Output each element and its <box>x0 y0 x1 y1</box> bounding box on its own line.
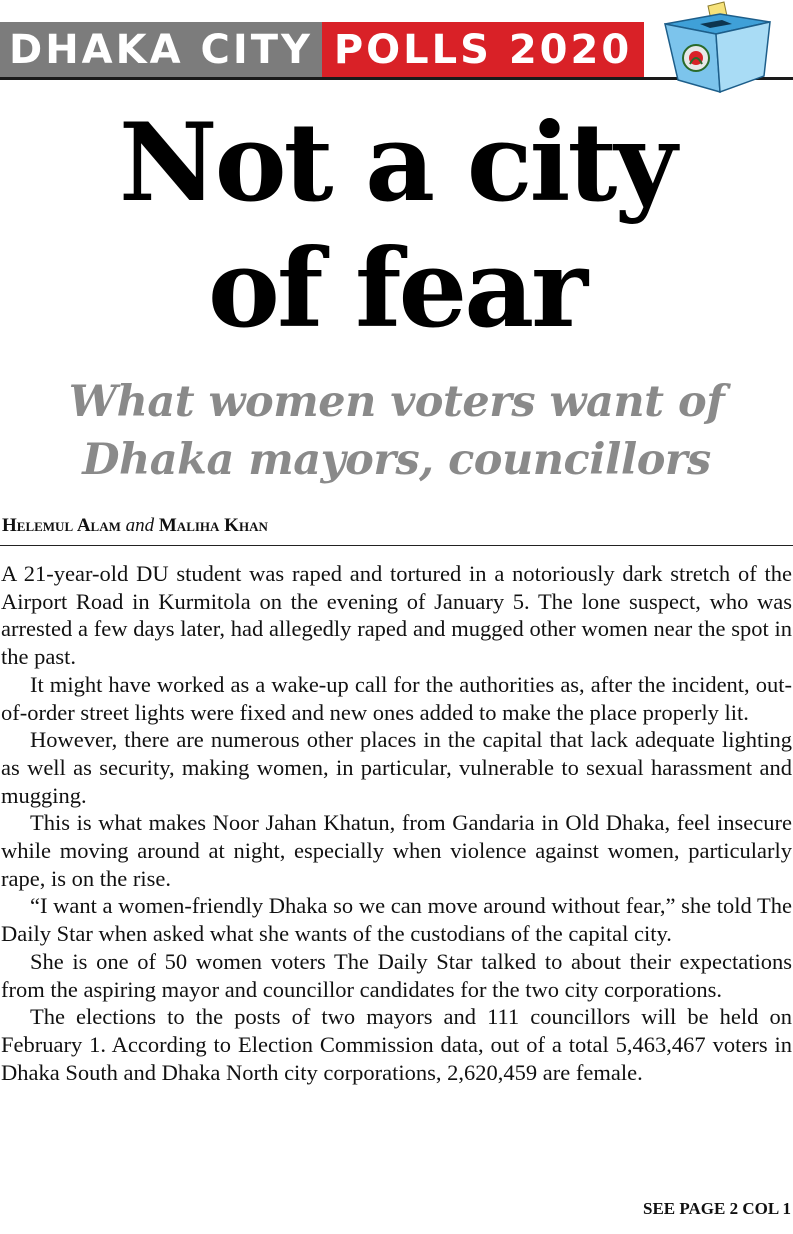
article-paragraph: However, there are numerous other places in the capital that lack adequate lighting as well as security, making women, in particular, vulnerable to sexual harassment and mugging. <box>1 727 792 808</box>
article-paragraph: A 21-year-old DU student was raped and tortured in a notoriously dark stretch of the Airport Road in Kurmitola on the evening of January 5. The lone suspect, who was arrested a few days later, had allegedly raped and mugged other women near the spot in the past. <box>1 561 792 670</box>
article-paragraph: The elections to the posts of two mayors and 111 councillors will be held on February 1. According to Election Commission data, out of a total 5,463,467 voters in Dhaka South and Dhaka North city corporations, 2,620,459 are female. <box>1 1004 792 1085</box>
subheadline-line-2: Dhaka mayors, councillors <box>82 435 711 485</box>
section-label-dhaka-city: DHAKA CITY <box>0 22 322 78</box>
headline-line-2: of fear <box>207 226 586 352</box>
byline-conjunction: and <box>125 515 155 536</box>
article-paragraph: “I want a women-friendly Dhaka so we can move around without fear,” she told The Daily Star when asked what she wants of the custodians of the capital city. <box>1 893 792 947</box>
article-body <box>1 560 792 1086</box>
byline-author-1: Helemul Alam <box>2 515 121 536</box>
ballot-box-icon <box>660 0 775 96</box>
section-label-polls-2020: POLLS 2020 <box>322 22 644 78</box>
headline <box>0 100 793 352</box>
headline-line-1: Not a city <box>118 100 675 226</box>
byline-rule <box>0 545 793 546</box>
subheadline <box>0 373 793 489</box>
subheadline-line-1: What women voters want of <box>68 377 725 427</box>
continuation-jump-line: SEE PAGE 2 COL 1 <box>643 1199 791 1218</box>
article-paragraph: It might have worked as a wake-up call for the authorities as, after the incident, out-of-order street lights were fixed and new ones added to make the place properly lit. <box>1 671 792 725</box>
article-paragraph: This is what makes Noor Jahan Khatun, from Gandaria in Old Dhaka, feel insecure while moving around at night, especially when violence against women, particularly rape, is on the rise. <box>1 810 792 891</box>
article-paragraph: She is one of 50 women voters The Daily Star talked to about their expectations from the aspiring mayor and councillor candidates for the two city corporations. <box>1 948 792 1002</box>
byline <box>2 515 792 537</box>
byline-author-2: Maliha Khan <box>158 515 268 536</box>
